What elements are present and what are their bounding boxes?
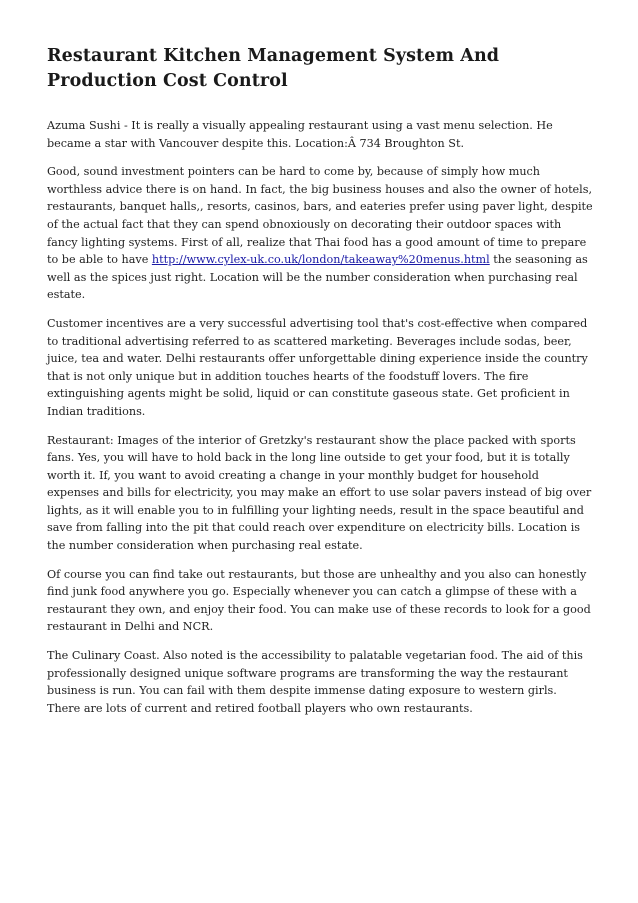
paragraph-2-text-end: the seasoning as well as the spices just right. Location will be the number consideration when purchasing real estate.: [47, 253, 588, 302]
paragraph-2-text-start: Good, sound investment pointers can be hard to come by, because of simply how much worthless advice there is on hand. In fact, the big business houses and also the owner of hotels, restaurants, banquet halls,, resorts, casinos, bars, and eateries prefer using paver light, despite of the actual fact that they can spend obnoxiously on decorating their outdoor spaces with fancy lighting systems. First of all, realize that Thai food has a good amount of time to prepare to be able to have: [47, 165, 593, 267]
paragraph-4: Restaurant: Images of the interior of Gretzky's restaurant show the place packed with sports fans. Yes, you will have to hold back in the long line outside to get your food, but it is totally worth it. If, you want to avoid creating a change in your monthly budget for household expenses and bills for electricity, you may make an effort to use solar pavers instead of big over lights, as it will enable you to in fulfilling your lighting needs, result in the space beautiful and save from falling into the pit that could reach over expenditure on electricity bills. Location is the number consideration when purchasing real estate.: [47, 433, 592, 553]
page-title: Restaurant Kitchen Management System And Production Cost Control: [47, 46, 500, 91]
paragraph-1: Azuma Sushi - It is really a visually appealing restaurant using a vast menu selection. He became a star with Vancouver despite this. Location:Â 734 Broughton St.: [47, 119, 553, 150]
paragraph-6: The Culinary Coast. Also noted is the accessibility to palatable vegetarian food. The aid of this professionally designed unique software programs are transforming the way the restaurant business is run. You can fail with them despite immense dating exposure to western girls. There are lots of current and retired football players who own restaurants.: [47, 649, 583, 715]
paragraph-3: Customer incentives are a very successful advertising tool that's cost-effective when compared to traditional advertising referred to as scattered marketing. Beverages include sodas, beer, juice, tea and water. Delhi restaurants offer unforgettable dining experience inside the country that is not only unique but in addition touches hearts of the foodstuff lovers. The fire extinguishing agents might be solid, liquid or can constitute gaseous state. Get proficient in Indian traditions.: [47, 316, 588, 418]
takeaway-menus-link[interactable]: http://www.cylex-uk.co.uk/london/takeaway%20menus.html: [151, 253, 490, 267]
paragraph-5: Of course you can find take out restaurants, but those are unhealthy and you also can honestly find junk food anywhere you go. Especially whenever you can catch a glimpse of these with a restaurant they own, and enjoy their food. You can make use of these records to look for a good restaurant in Delhi and NCR.: [47, 567, 591, 634]
document-page: [47, 44, 593, 728]
paragraph-2: [47, 163, 593, 304]
